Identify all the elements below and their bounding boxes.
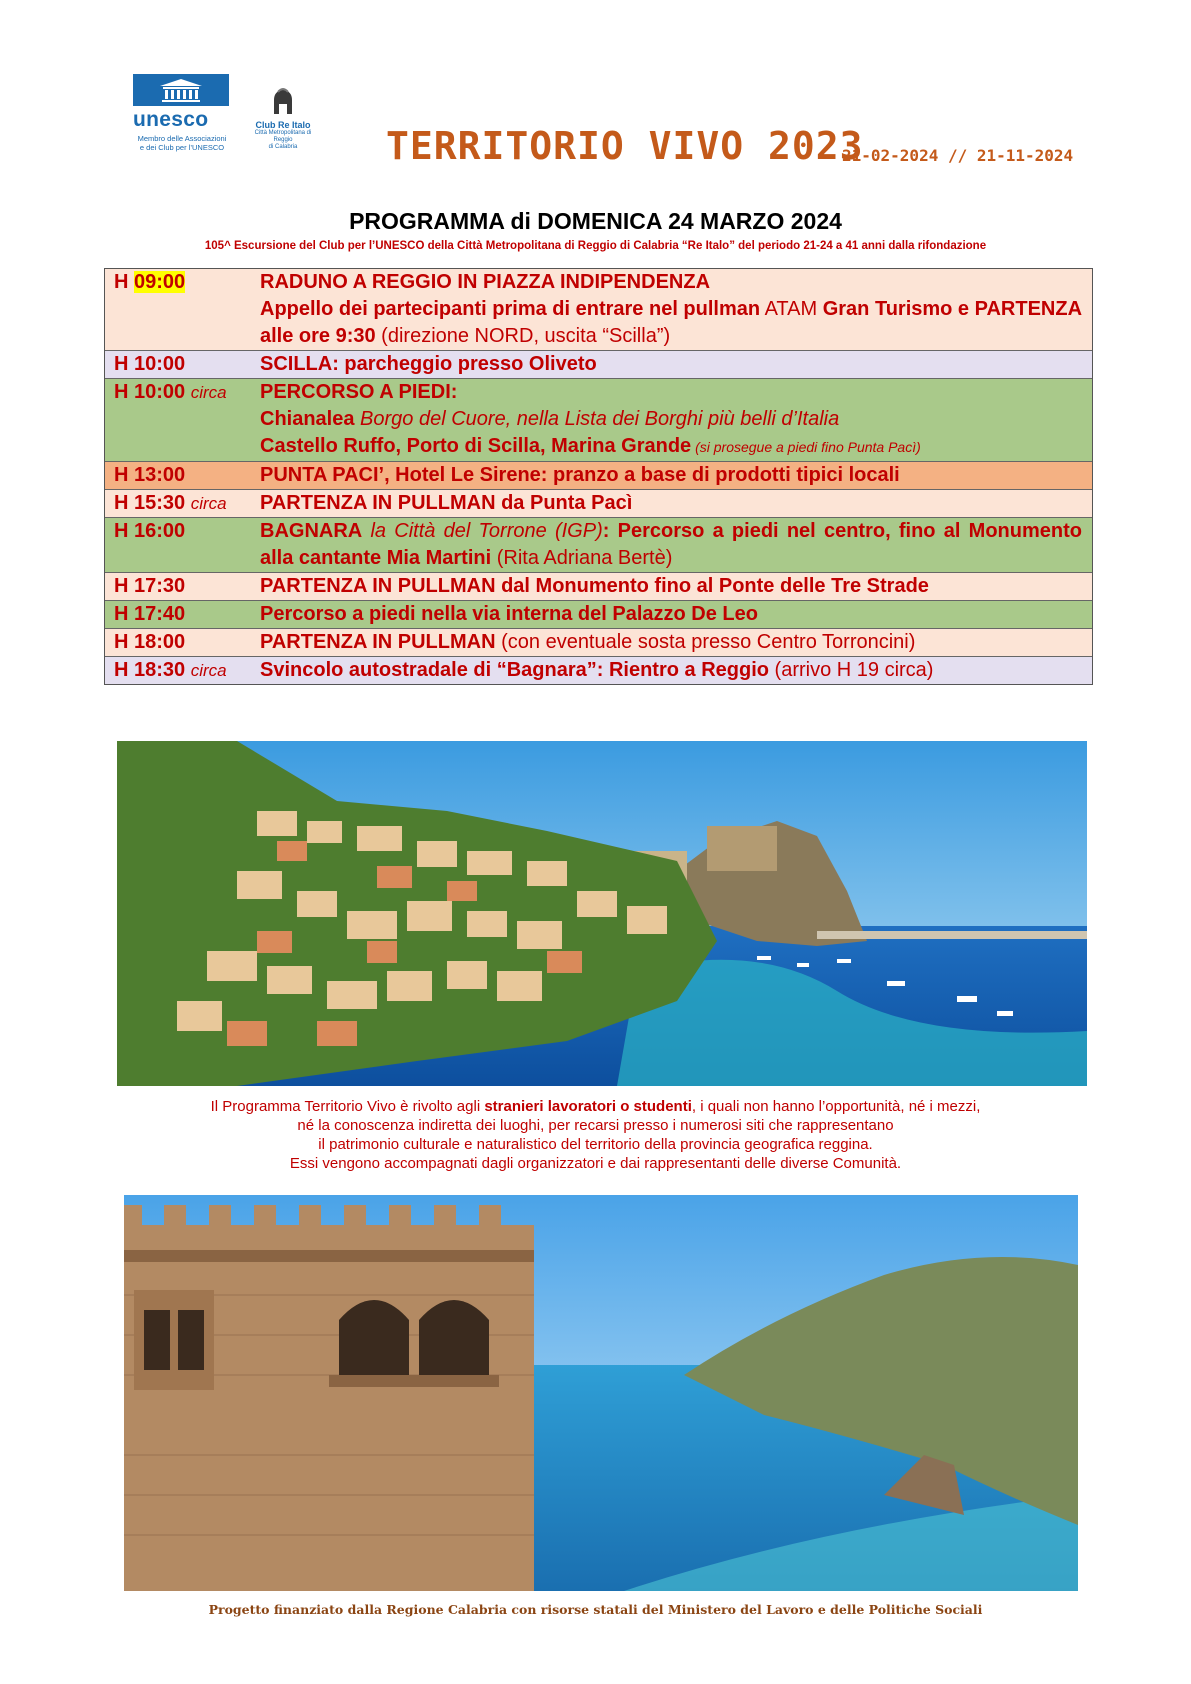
row-time: H 09:00	[114, 271, 186, 293]
row-description: PERCORSO A PIEDI: Chianalea Borgo del Cuore, nella Lista dei Borghi più belli d’Italia Castello Ruffo, Porto di Scilla, Marina Grande (si prosegue a piedi fino Punta Pacì)	[260, 381, 921, 457]
unesco-wordmark: unesco	[133, 108, 209, 131]
palazzo-sea-photo	[124, 1195, 1078, 1591]
helmet-emblem-icon	[270, 88, 296, 116]
club-subtitle: Città Metropolitana di Reggio di Calabria	[254, 130, 312, 150]
schedule-table	[104, 268, 1093, 685]
schedule-row	[105, 461, 1092, 489]
row-description: RADUNO A REGGIO IN PIAZZA INDIPENDENZA Appello dei partecipanti prima di entrare nel pullman ATAM Gran Turismo e PARTENZA alle ore 9:30 (direzione NORD, uscita “Scilla”)	[260, 271, 1083, 347]
row-time: H 13:00	[114, 464, 186, 486]
funding-footer: Progetto finanziato dalla Regione Calabria con risorse statali del Ministero del Lavoro e delle Politiche Sociali	[208, 1602, 983, 1617]
page-title: TERRITORIO VIVO 2023	[386, 124, 864, 168]
row-time: H 17:30	[114, 575, 186, 597]
row-description: Percorso a piedi nella via interna del Palazzo De Leo	[260, 603, 758, 625]
row-time: H 18:00	[114, 631, 186, 653]
row-description: PARTENZA IN PULLMAN da Punta Pacì	[260, 492, 633, 514]
row-time: H 18:30 circa	[114, 659, 227, 681]
programme-info-text: Il Programma Territorio Vivo è rivolto agli stranieri lavoratori o studenti, i quali non hanno l’opportunità, né i mezzi, né la conoscenza indiretta dei luoghi, per recarsi presso i numerosi siti che rappresentano il patrimonio culturale e naturalistico del territorio della provincia geografica reggina. Essi vengono accompagnati dagli organizzatori e dai rappresentanti delle diverse Comunità.	[210, 1098, 981, 1172]
row-time: H 15:30 circa	[114, 492, 227, 514]
date-range: 21-02-2024 // 21-11-2024	[842, 146, 1074, 165]
unesco-logo	[133, 74, 231, 164]
row-description: SCILLA: parcheggio presso Oliveto	[260, 353, 597, 375]
row-time: H 17:40	[114, 603, 186, 625]
row-time: H 16:00	[114, 520, 186, 542]
row-time: H 10:00 circa	[114, 381, 227, 403]
schedule-row	[105, 517, 1092, 572]
temple-icon	[133, 74, 229, 106]
row-description: Svincolo autostradale di “Bagnara”: Rientro a Reggio (arrivo H 19 circa)	[260, 659, 934, 681]
scilla-coast-photo	[117, 741, 1087, 1086]
schedule-row	[105, 628, 1092, 656]
programme-title: PROGRAMMA di DOMENICA 24 MARZO 2024	[349, 208, 842, 234]
row-time: H 10:00	[114, 353, 186, 375]
schedule-row	[105, 269, 1092, 350]
row-description: PARTENZA IN PULLMAN (con eventuale sosta presso Centro Torroncini)	[260, 631, 916, 653]
schedule-row	[105, 600, 1092, 628]
schedule-row	[105, 656, 1092, 684]
row-description: PUNTA PACI’, Hotel Le Sirene: pranzo a base di prodotti tipici locali	[260, 464, 900, 486]
row-description: PARTENZA IN PULLMAN dal Monumento fino al Ponte delle Tre Strade	[260, 575, 929, 597]
club-name: Club Re Italo	[255, 120, 311, 130]
schedule-row	[105, 489, 1092, 517]
programme-subtitle: 105^ Escursione del Club per l’UNESCO della Città Metropolitana di Reggio di Calabria “Re Italo” del periodo 21-24 a 41 anni dalla rifondazione	[204, 240, 987, 252]
club-re-italo-logo	[248, 88, 318, 166]
schedule-row	[105, 572, 1092, 600]
row-description: BAGNARA la Città del Torrone (IGP): Percorso a piedi nel centro, fino al Monumento alla cantante Mia Martini (Rita Adriana Bertè)	[260, 520, 1082, 569]
schedule-row	[105, 350, 1092, 378]
unesco-member-text: Membro delle Associazioni e dei Club per l’UNESCO	[137, 134, 227, 152]
schedule-row	[105, 378, 1092, 461]
